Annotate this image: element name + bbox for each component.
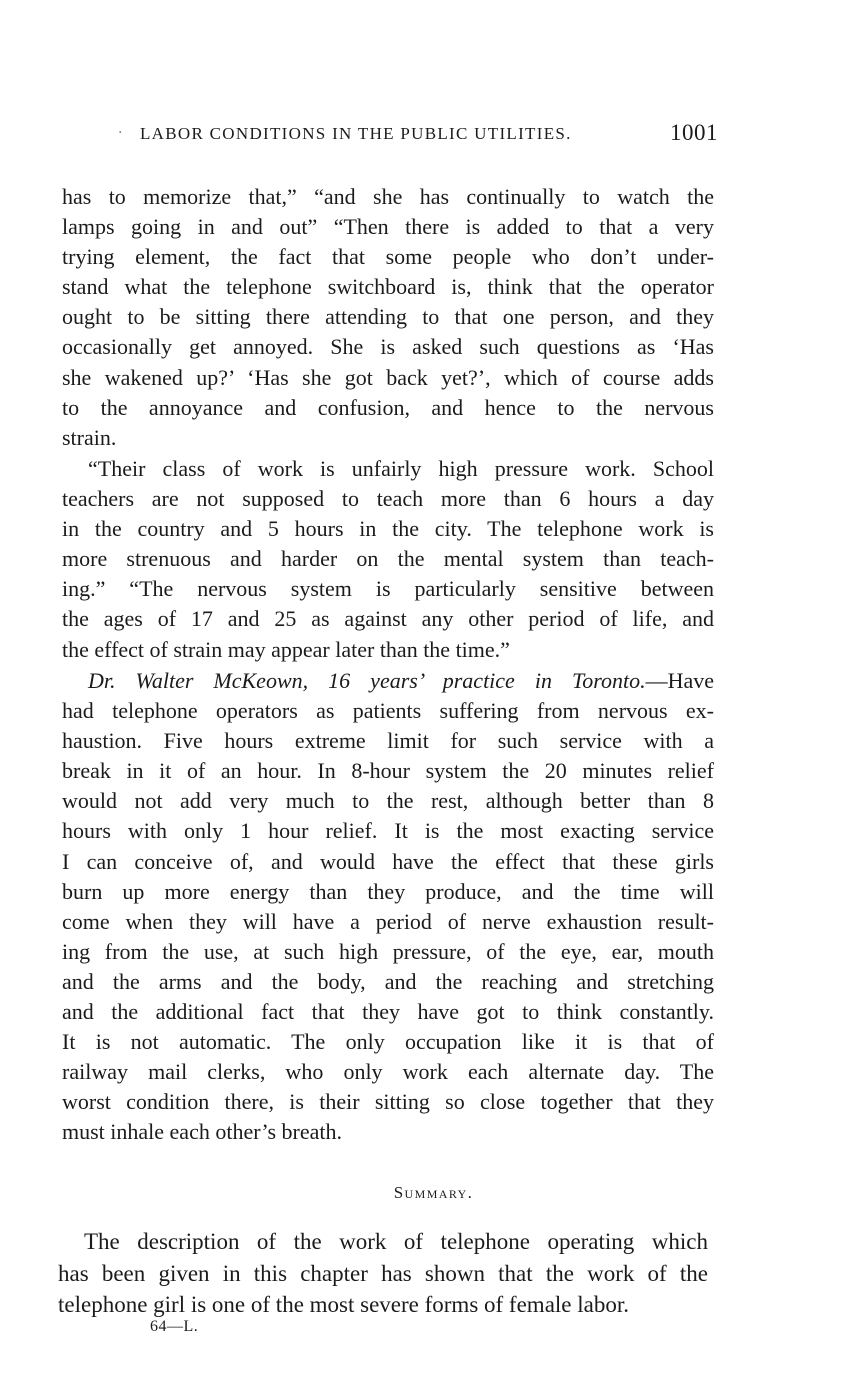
header-dot: · [118, 125, 123, 141]
text-line: break in it of an hour. In 8-hour system the 20 minutes relief [62, 758, 714, 784]
text-line: come when they will have a period of nerve exhaustion result- [62, 908, 714, 934]
paragraph-3 [62, 666, 714, 1148]
text-line: “Their class of work is unfairly high pressure work. School [88, 456, 714, 481]
testimony-attribution: Dr. Walter McKeown, 16 years’ practice in Toronto. [88, 668, 646, 693]
text-line: ing.” “The nervous system is particularly sensitive between [62, 576, 714, 602]
text-line: ing from the use, at such high pressure, of the eye, ear, mouth [62, 938, 714, 964]
paragraph-2 [62, 454, 714, 665]
text-line: must inhale each other’s breath. [62, 1119, 342, 1145]
text-line: and the arms and the body, and the reaching and stretching [62, 968, 714, 994]
text-line: more strenuous and harder on the mental system than teach- [62, 546, 714, 572]
text-line: The description of the work of telephone operating which [84, 1229, 708, 1254]
text-line: has to memorize that,” “and she has continually to watch the [62, 184, 714, 209]
text-line: haustion. Five hours extreme limit for such service with a [62, 728, 714, 754]
text-line: the effect of strain may appear later than the time.” [62, 636, 510, 662]
text-line: It is not automatic. The only occupation like it is that of [62, 1029, 714, 1055]
text-line: burn up more energy than they produce, and the time will [62, 878, 714, 904]
text-line: telephone girl is one of the most severe forms of female labor. [58, 1292, 629, 1317]
text-line: teachers are not supposed to teach more than 6 hours a day [62, 486, 714, 512]
testimony-start: —Have [645, 668, 714, 693]
text-line: ought to be sitting there attending to that one person, and they [62, 304, 714, 330]
section-heading: Summary. [393, 1183, 474, 1202]
text-line: had telephone operators as patients suffering from nervous ex- [62, 698, 714, 724]
text-line: I can conceive of, and would have the effect that these girls [62, 848, 714, 874]
text-line: in the country and 5 hours in the city. The telephone work is [62, 516, 714, 542]
text-line: has been given in this chapter has shown that the work of the [58, 1260, 708, 1286]
summary-paragraph [58, 1226, 708, 1321]
text-line: and the additional fact that they have got to think constantly. [62, 999, 714, 1025]
text-line: the ages of 17 and 25 as against any other period of life, and [62, 606, 714, 632]
text-line: would not add very much to the rest, although better than 8 [62, 788, 714, 814]
text-line: lamps going in and out” “Then there is added to that a very [62, 214, 714, 240]
text-line: hours with only 1 hour relief. It is the most exacting service [62, 818, 714, 844]
signature-mark: 64—L. [150, 1318, 199, 1335]
text-line: she wakened up?’ ‘Has she got back yet?’, which of course adds [62, 364, 714, 390]
text-line: railway mail clerks, who only work each alternate day. The [62, 1059, 714, 1085]
text-line: strain. [62, 424, 117, 450]
text-line: to the annoyance and confusion, and hence to the nervous [62, 394, 714, 420]
paragraph-1 [62, 182, 714, 453]
text-line [62, 666, 714, 696]
page-number: 1001 [670, 120, 718, 145]
text-line: trying element, the fact that some people who don’t under- [62, 244, 714, 270]
text-line: worst condition there, is their sitting so close together that they [62, 1089, 714, 1115]
running-title: LABOR CONDITIONS IN THE PUBLIC UTILITIES. [140, 124, 572, 143]
text-line: stand what the telephone switchboard is, think that the operator [62, 274, 714, 300]
running-header [118, 120, 718, 150]
text-line: occasionally get annoyed. She is asked such questions as ‘Has [62, 334, 714, 360]
